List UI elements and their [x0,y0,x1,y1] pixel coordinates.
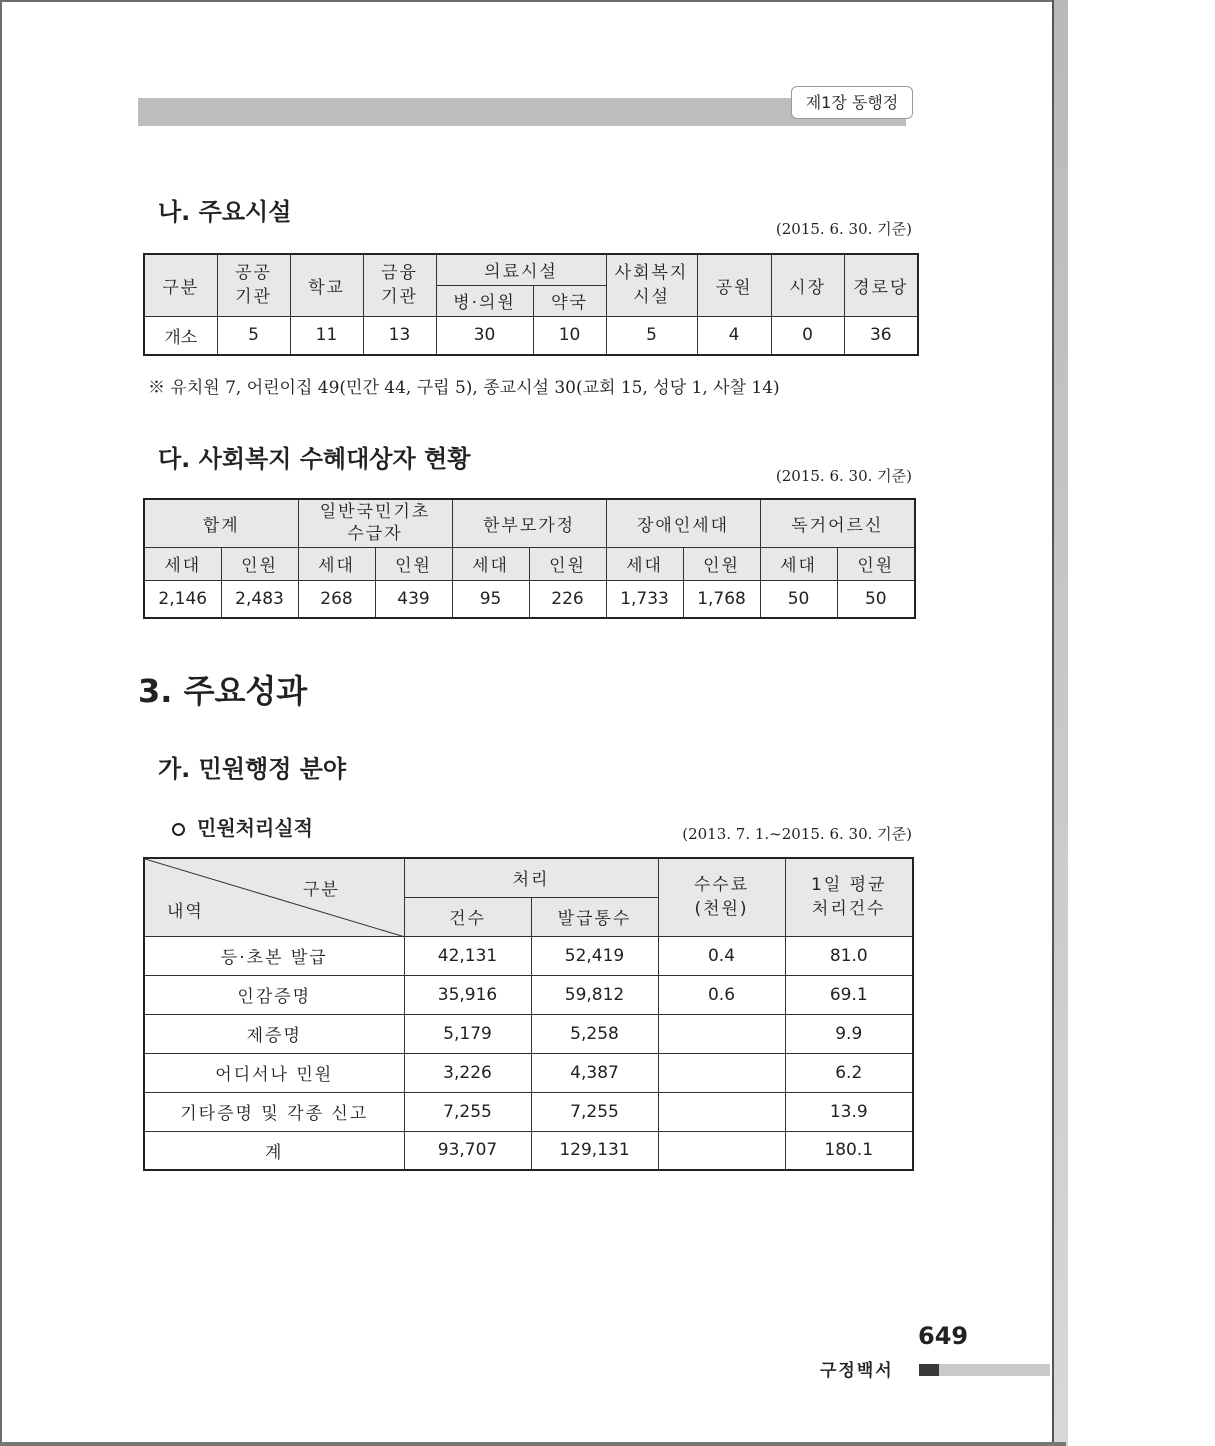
welfare-sub-household: 세대 [144,547,221,580]
welfare-value: 95 [452,580,529,618]
table-row [144,1131,913,1170]
facilities-title: 나. 주요시설 [158,198,292,226]
civil-diag-top: 구분 [303,880,340,900]
welfare-value: 1,768 [683,580,760,618]
welfare-sub-persons: 인원 [683,547,760,580]
facilities-value: 5 [606,316,697,355]
facilities-header-finance: 금융 기관 [363,254,436,316]
facilities-header-pharmacy: 약국 [533,285,606,316]
welfare-value: 2,483 [221,580,298,618]
civil-subtitle-text: 민원처리실적 [197,816,313,840]
civil-row-issued: 5,258 [531,1014,658,1053]
bullet-icon [172,823,185,836]
facilities-value: 10 [533,316,606,355]
welfare-table [143,498,916,619]
table-row [144,936,913,975]
civil-header-issued: 발급통수 [531,897,658,936]
facilities-header-medical: 의료시설 [436,254,606,285]
facilities-row-label: 개소 [144,316,217,355]
table-row [144,1014,913,1053]
civil-row-daily: 9.9 [785,1014,913,1053]
book-title: 구정백서 [820,1361,894,1381]
page-edge [1052,0,1068,1446]
civil-row-fee [658,1092,785,1131]
welfare-value: 2,146 [144,580,221,618]
civil-diag-bottom: 내역 [167,902,204,922]
welfare-group-total: 합계 [144,499,298,547]
welfare-sub-persons: 인원 [375,547,452,580]
welfare-group-elderly: 독거어르신 [760,499,915,547]
facilities-header-market: 시장 [771,254,844,316]
civil-row-daily: 69.1 [785,975,913,1014]
facilities-header-public: 공공 기관 [217,254,290,316]
civil-row-issued: 59,812 [531,975,658,1014]
civil-row-name: 제증명 [144,1014,404,1053]
welfare-value: 439 [375,580,452,618]
civil-row-name: 계 [144,1131,404,1170]
table-row [144,975,913,1014]
welfare-sub-household: 세대 [298,547,375,580]
civil-row-count: 3,226 [404,1053,531,1092]
chapter-label: 제1장 동행정 [791,86,913,119]
civil-row-issued: 4,387 [531,1053,658,1092]
facilities-header-welfare: 사회복지 시설 [606,254,697,316]
footer-bar [939,1364,1050,1376]
facilities-value: 13 [363,316,436,355]
facilities-value: 0 [771,316,844,355]
facilities-value: 4 [697,316,771,355]
facilities-header-park: 공원 [697,254,771,316]
facilities-header-category: 구분 [144,254,217,316]
civil-row-issued: 52,419 [531,936,658,975]
facilities-value: 11 [290,316,363,355]
welfare-basis: (2015. 6. 30. 기준) [775,467,912,485]
facilities-value: 30 [436,316,533,355]
welfare-value: 268 [298,580,375,618]
table-row [144,1092,913,1131]
civil-table [143,857,914,1171]
civil-row-daily: 13.9 [785,1092,913,1131]
civil-subtitle [172,812,313,841]
facilities-value: 36 [844,316,918,355]
welfare-group-basic: 일반국민기초 수급자 [298,499,452,547]
civil-row-count: 35,916 [404,975,531,1014]
welfare-sub-household: 세대 [606,547,683,580]
civil-row-name: 인감증명 [144,975,404,1014]
civil-row-count: 42,131 [404,936,531,975]
footer-marker [919,1364,939,1376]
welfare-sub-persons: 인원 [837,547,915,580]
civil-row-count: 93,707 [404,1131,531,1170]
civil-header-daily: 1일 평균 처리건수 [785,858,913,936]
civil-row-fee [658,1053,785,1092]
section-title: 3. 주요성과 [138,672,308,710]
civil-row-count: 7,255 [404,1092,531,1131]
welfare-value: 1,733 [606,580,683,618]
civil-row-name: 기타증명 및 각종 신고 [144,1092,404,1131]
civil-header-count: 건수 [404,897,531,936]
civil-basis: (2013. 7. 1.~2015. 6. 30. 기준) [682,825,912,843]
welfare-group-single-parent: 한부모가정 [452,499,606,547]
civil-row-name: 등·초본 발급 [144,936,404,975]
civil-row-fee: 0.4 [658,936,785,975]
civil-row-daily: 81.0 [785,936,913,975]
facilities-header-senior: 경로당 [844,254,918,316]
page-number: 649 [918,1322,969,1350]
welfare-sub-household: 세대 [760,547,837,580]
civil-title: 가. 민원행정 분야 [158,755,347,783]
civil-row-fee [658,1014,785,1053]
welfare-sub-household: 세대 [452,547,529,580]
civil-row-daily: 180.1 [785,1131,913,1170]
welfare-value: 50 [760,580,837,618]
civil-row-count: 5,179 [404,1014,531,1053]
civil-diagonal-header [144,858,404,936]
table-row [144,1053,913,1092]
civil-header-fee: 수수료 (천원) [658,858,785,936]
welfare-title: 다. 사회복지 수혜대상자 현황 [158,445,471,473]
welfare-value: 226 [529,580,606,618]
facilities-header-school: 학교 [290,254,363,316]
facilities-value: 5 [217,316,290,355]
page-bottom-edge [0,1442,1066,1446]
civil-row-daily: 6.2 [785,1053,913,1092]
facilities-note: ※ 유치원 7, 어린이집 49(민간 44, 구립 5), 종교시설 30(교회 15, 성당 1, 사찰 14) [148,378,780,398]
civil-row-fee [658,1131,785,1170]
civil-row-fee: 0.6 [658,975,785,1014]
facilities-header-hospital: 병·의원 [436,285,533,316]
facilities-table [143,253,919,356]
civil-row-issued: 129,131 [531,1131,658,1170]
welfare-value: 50 [837,580,915,618]
welfare-sub-persons: 인원 [529,547,606,580]
civil-row-issued: 7,255 [531,1092,658,1131]
civil-row-name: 어디서나 민원 [144,1053,404,1092]
welfare-sub-persons: 인원 [221,547,298,580]
civil-header-processing: 처리 [404,858,658,897]
facilities-basis: (2015. 6. 30. 기준) [775,220,912,238]
welfare-group-disabled: 장애인세대 [606,499,760,547]
